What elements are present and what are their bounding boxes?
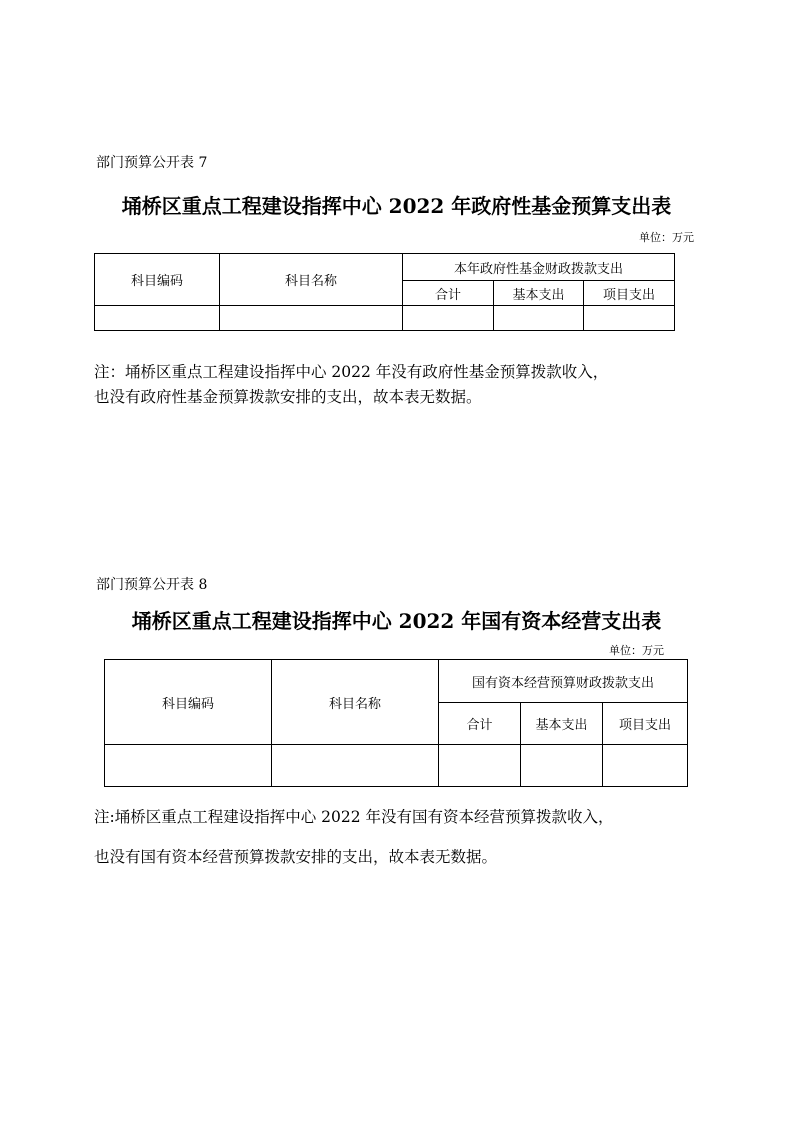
table8-cell-name bbox=[272, 745, 439, 787]
table8-header-total: 合计 bbox=[439, 703, 521, 745]
table7-note-line2: 也没有政府性基金预算拨款安排的支出，故本表无数据。 bbox=[94, 388, 482, 406]
table7-header-basic: 基本支出 bbox=[494, 281, 584, 306]
table7-caption: 部门预算公开表 7 bbox=[96, 155, 208, 171]
table7-cell-code bbox=[95, 306, 220, 331]
table8-cell-basic bbox=[521, 745, 603, 787]
table8-title: 埇桥区重点工程建设指挥中心 2022 年国有资本经营支出表 bbox=[131, 609, 662, 633]
table7-header-code: 科目编码 bbox=[95, 254, 220, 306]
table-row bbox=[105, 745, 688, 787]
table8-note-line2: 也没有国有资本经营预算拨款安排的支出，故本表无数据。 bbox=[94, 848, 498, 866]
table7 bbox=[94, 253, 675, 331]
table8-header-group: 国有资本经营预算财政拨款支出 bbox=[439, 660, 688, 703]
table8-header-project: 项目支出 bbox=[603, 703, 688, 745]
table7-note-line1: 注：埇桥区重点工程建设指挥中心 2022 年没有政府性基金预算拨款收入， bbox=[94, 363, 609, 381]
table7-cell-project bbox=[584, 306, 675, 331]
table-row bbox=[95, 306, 675, 331]
table8-header-code: 科目编码 bbox=[105, 660, 272, 745]
table7-cell-name bbox=[220, 306, 403, 331]
table8-cell-code bbox=[105, 745, 272, 787]
table7-header-group: 本年政府性基金财政拨款支出 bbox=[403, 254, 675, 281]
table8 bbox=[104, 659, 688, 787]
table7-header-total: 合计 bbox=[403, 281, 494, 306]
table8-header-basic: 基本支出 bbox=[521, 703, 603, 745]
table8-unit: 单位：万元 bbox=[609, 644, 664, 657]
table7-cell-basic bbox=[494, 306, 584, 331]
table7-title: 埇桥区重点工程建设指挥中心 2022 年政府性基金预算支出表 bbox=[121, 194, 672, 218]
table8-header-name: 科目名称 bbox=[272, 660, 439, 745]
table7-unit: 单位：万元 bbox=[639, 231, 694, 244]
table8-note-line1: 注:埇桥区重点工程建设指挥中心 2022 年没有国有资本经营预算拨款收入， bbox=[94, 808, 614, 826]
table8-cell-project bbox=[603, 745, 688, 787]
table7-cell-total bbox=[403, 306, 494, 331]
table8-caption: 部门预算公开表 8 bbox=[96, 577, 208, 593]
table7-header-name: 科目名称 bbox=[220, 254, 403, 306]
table8-cell-total bbox=[439, 745, 521, 787]
table7-header-project: 项目支出 bbox=[584, 281, 675, 306]
